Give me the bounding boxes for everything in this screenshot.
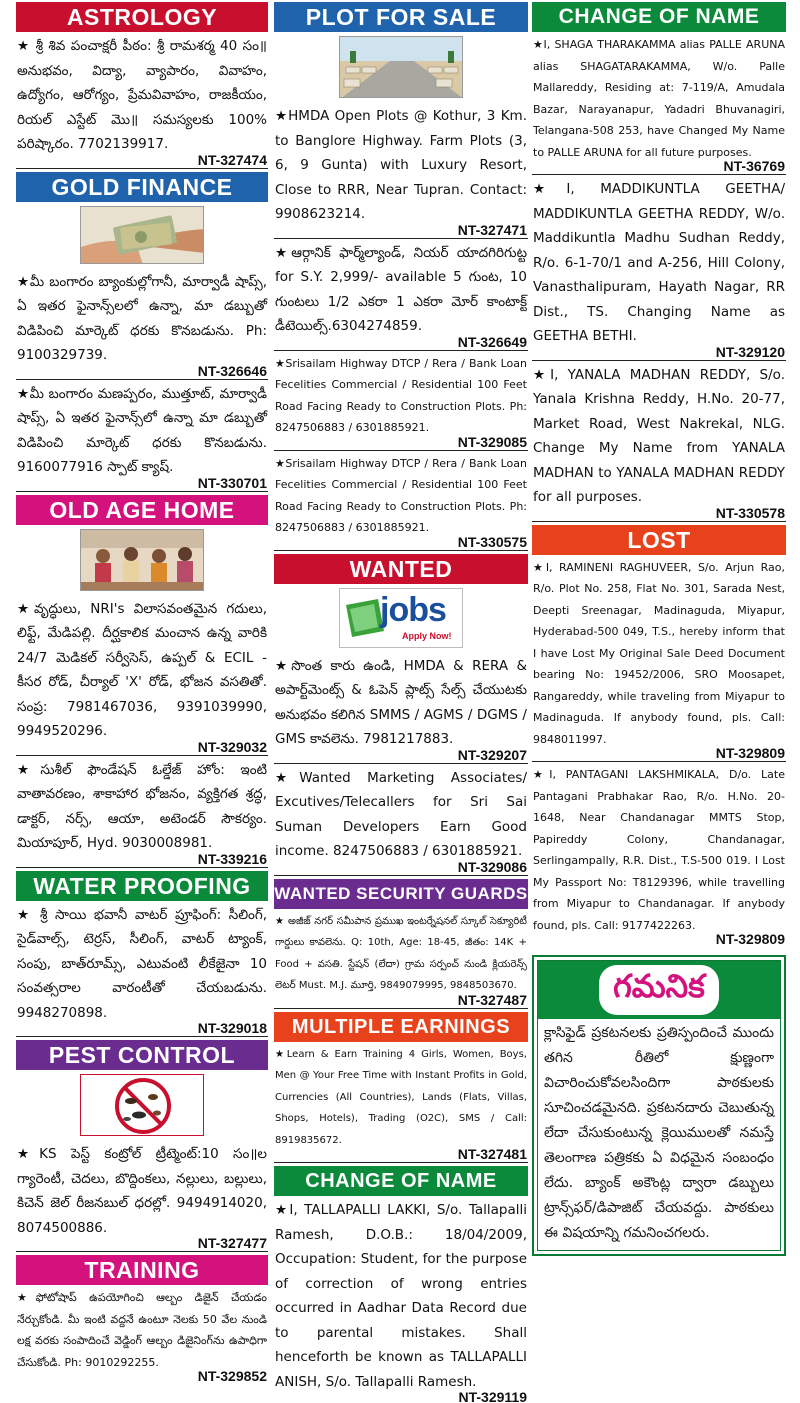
water-proofing-heading: WATER PROOFING [16, 871, 268, 901]
ad-code: NT-329809 [715, 931, 785, 947]
ad-text: ★I, PANTAGANI LAKSHMIKALA, D/o. Late Pantagani Prabhakar Rao, R/o. H.No. 20-1648, Near Chandanagar MMTS Stop, Papireddy Colony, Chandanagar, Serlingampally, R.R. Dist., T.S-500 019. I Lost My Passport No: T8129396, while travelling from Miyapur to Chandanagar. If anybody found, pls. Call: 9177422263. [533, 768, 785, 932]
ad-code: NT-327474 [197, 151, 267, 168]
plot-for-sale-heading: PLOT FOR SALE [274, 2, 528, 32]
multiple-earnings-ad [274, 1042, 528, 1164]
ad-text: ★మీ బంగారం మణప్పరం, ముత్తూట్, మార్వాడీ షాప్స్, ఏ ఇతర ఫైనాన్స్‌లో ఉన్నా మా డబ్బుతో విడిపించి మార్కెట్ ధరకు కొనబడును. 9160077916 స్పాట్ క్యాష్. [17, 385, 267, 475]
wanted-security-heading: WANTED SECURITY GUARDS [274, 879, 528, 909]
wanted-ad-1 [274, 652, 528, 764]
old-age-home-ad-1 [16, 595, 268, 756]
ad-code: NT-329032 [197, 738, 267, 755]
ad-text: ★Srisailam Highway DTCP / Rera / Bank Loan Fecelities Commercial / Residential 100 Feet Road Facing Ready to Construction Plots. Ph: 8247506883 / 6301885921. [275, 456, 527, 534]
jobs-logo [339, 588, 463, 648]
ad-code: NT-330575 [457, 533, 527, 550]
wanted-ad-2 [274, 764, 528, 876]
ad-text: ★ఆర్గానిక్ ఫార్మ్‌ల్యాండ్, నియర్ యాదగిరిగుట్ట for S.Y. 2,999/- available 5 గుంట, 10 గుంటలు 1/2 ఎకరా 1 ఎకరా మోర్ కాంటాక్ట్ డీటెయిల్స్.6304274859. [275, 244, 527, 334]
jobs-logo-subtext: Apply Now! [402, 630, 452, 641]
change-of-name-heading: CHANGE OF NAME [532, 2, 786, 32]
ad-code: NT-330578 [715, 504, 785, 521]
lost-ad-2 [532, 762, 786, 947]
ad-code: NT-327477 [197, 1235, 267, 1251]
multiple-earnings-heading: MULTIPLE EARNINGS [274, 1012, 528, 1042]
ad-text: ★Learn & Earn Training 4 Girls, Women, Boys, Men @ Your Free Time with Instant Profits in Gold, Currencies (All Countries), Lands (Flats, Villas, Shops, Hotels), Trading (O2C), SMS / Call: 8919835672. [275, 1048, 527, 1146]
ad-code: NT-327471 [457, 221, 527, 238]
ad-text: ★I, RAMINENI RAGHUVEER, S/o. Arjun Rao, R/o. Plot No. 258, Flat No. 301, Sarada Nest, Deepti Sreenagar, Madinaguda, Miyapur, Hyderabad-500 049, T.S., hereby inform that I have Lost My Original Sale Deed Document bearing No: 19452/2006, SRO Moosapet, Rangareddy, while traveling from Miyapur to Madinaguda. If anybody found, pls. Call: 9848011997. [533, 560, 785, 746]
ad-text: ★సుశీల్ ఫౌండేషన్ ఓల్డేజ్ హోం: ఇంటి వాతావరణం, శాకాహార భోజనం, వ్యక్తిగత శ్రద్ధ, డాక్టర్, నర్స్, ఆయా, అటెండర్ సౌకర్యం. మియాపూర్, Hyd. 9030008981. [17, 761, 267, 851]
gold-finance-ad-1 [16, 268, 268, 380]
gold-finance-photo [80, 206, 204, 264]
column-2 [274, 2, 528, 1403]
ad-text: ★ శ్రీ సాయి భవానీ వాటర్ ప్రూఫింగ్: సీలింగ్, సైడ్‌వాల్స్, టెర్రస్, సీలింగ్, వాటర్ ట్యాంక్, సంపు, బాత్‌రూమ్స్, ఎటువంటి లీకేజైనా 10 సంవత్సరాల వారంటీతో చేయబడును. 9948270898. [17, 906, 267, 1021]
column-1 [16, 2, 268, 1384]
ad-code: NT-36769 [723, 158, 785, 174]
water-proofing-ad [16, 901, 268, 1038]
ad-text: ★HMDA Open Plots @ Kothur, 3 Km. to Banglore Highway. Farm Plots (3, 6, 9 Gunta) with Luxury Resort, Close to RRR, Near Tupran. Contact: 9908623214. [275, 108, 527, 222]
change-of-name-ad-col2 [274, 1196, 528, 1403]
notice-title-bar [538, 961, 780, 1019]
ad-text: ★ శ్రీ శివ పంచాక్షరీ పీఠం: శ్రీ రామశర్మ 40 సం॥ అనుభవం, విద్యా, వ్యాపారం, వివాహం, ఉద్యోగం, ఆరోగ్యం, ప్రేమవివాహం, రాజకీయం, రియల్ ఎస్టేట్ మొ॥ సమస్యలకు 100% పరిష్కారం. 7702139917. [17, 38, 267, 152]
ad-code: NT-329018 [197, 1020, 267, 1036]
notice-title: గమనిక [599, 965, 719, 1015]
ad-code: NT-327487 [457, 991, 527, 1008]
training-heading: TRAINING [16, 1255, 268, 1285]
training-ad [16, 1285, 268, 1384]
ad-text: ★I, SHAGA THARAKAMMA alias PALLE ARUNA alias SHAGATARAKAMMA, W/o. Palle Mallareddy, Residing at: 7-119/A, Amudala Bazar, Narayanapur, Yadadri Bhuvanagiri, Telangana-508 253, have Changed My Name to PALLE ARUNA for all future purposes. [533, 38, 785, 159]
ad-code: NT-329207 [457, 746, 527, 763]
ad-code: NT-329085 [457, 433, 527, 450]
change-of-name-ad-1 [532, 32, 786, 175]
ad-text: ★సొంత కారు ఉండి, HMDA & RERA & అపార్ట్‌మెంట్స్ & ఓపెన్ ప్లాట్స్ సేల్స్ చేయుటకు అనుభవం కలిగిన SMMS / AGMS / DGMS / GMS కావలెను. 7981217883. [275, 657, 527, 747]
plot-ad-2 [274, 239, 528, 351]
ad-code: NT-329852 [197, 1368, 267, 1384]
ad-text: ★వృద్ధులు, NRI's విలాసవంతమైన గదులు, లిఫ్ట్, మేడిపల్లి. దీర్ఘకాలిక మంచాన ఉన్న వారికి 24/7 మెడికల్ సర్వీసెస్, ఉప్పల్ & ECIL - కీసర రోడ్, చీర్యాల్ 'X' రోడ్, భోజన వసతితో. సంప్ర: 7981467036, 9391039990, 9949520296. [17, 600, 267, 739]
ad-text: ★Wanted Marketing Associates/ Excutives/Telecallers for Sri Sai Suman Developers Earn Good income. 8247506883 / 6301885921. [275, 769, 527, 859]
ad-text: ★I, YANALA MADHAN REDDY, S/o. Yanala Krishna Reddy, H.No. 20-77, Market Road, West Nakrekal, NLG. Change My Name from YANALA MADHAN to YANALA MADHAN REDDY for all purposes. [533, 366, 785, 505]
ad-code: NT-329120 [715, 343, 785, 360]
plot-layout-photo [339, 36, 463, 98]
column-3 [532, 2, 786, 1256]
old-age-home-heading: OLD AGE HOME [16, 495, 268, 525]
astrology-ad [16, 32, 268, 169]
ad-text: ★Srisailam Highway DTCP / Rera / Bank Loan Fecelities Commercial / Residential 100 Feet Road Facing Ready to Construction Plots. Ph: 8247506883 / 6301885921. [275, 356, 527, 434]
ad-text: ★I, TALLAPALLI LAKKI, S/o. Tallapalli Ramesh, D.O.B.: 18/04/2009, Occupation: Student, for the purpose of correction of wrong entries occurred in Aadhar Data Record due to parental mistakes. Shall henceforth be known as TALLAPALLI ANISH, S/o. Tallapalli Ramesh. [275, 1202, 527, 1390]
astrology-heading: ASTROLOGY [16, 2, 268, 32]
change-of-name-ad-3 [532, 361, 786, 522]
plot-ad-4 [274, 451, 528, 551]
gold-finance-heading: GOLD FINANCE [16, 172, 268, 202]
change-of-name-heading-2: CHANGE OF NAME [274, 1166, 528, 1196]
change-of-name-ad-2 [532, 175, 786, 361]
ad-code: NT-339216 [197, 850, 267, 867]
old-age-home-ad-2 [16, 756, 268, 868]
ad-text: ★I, MADDIKUNTLA GEETHA/ MADDIKUNTLA GEETHA REDDY, W/o. Maddikuntla Madhu Sudhan Reddy, R/o. 6-1-70/1 and A-256, Hill Colony, Vanasthalipuram, Hayath Nagar, RR Dist., TS. Changing Name as GEETHA BETHI. [533, 181, 785, 344]
lost-heading: LOST [532, 525, 786, 555]
plot-ad-1 [274, 102, 528, 239]
ad-text: ★ అజీజ్ నగర్ సమీపాన ప్రముఖ ఇంటర్నేషనల్ స్కూల్ సెక్యూరిటీ గార్డులు కావలెను. Q: 10th, Age: 18-45, జీతం: 14K + Food + వసతి. స్టేషన్ (లేదా) గ్రామ సర్పంచ్ నుండి క్లియరెన్స్ లెటర్ Must. M.J. మూర్తి, 9849079995, 9848503670. [275, 915, 527, 991]
ad-text: ★మీ బంగారం బ్యాంకుల్లోగానీ, మార్వాడీ షాప్స్, ఏ ఇతర ఫైనాన్స్‌లలో ఉన్నా, మా డబ్బుతో విడిపించి మార్కెట్ ధరకు కొనబడును. Ph: 9100329739. [17, 273, 267, 363]
ad-code: NT-326649 [457, 333, 527, 350]
ad-code: NT-327481 [457, 1146, 527, 1162]
ad-text: ★ఫోటోషాప్ ఉపయోగించి ఆల్బం డిజైన్ చేయడం నేర్చుకోండి. మీ ఇంటి వద్దనే ఉంటూ నెలకు 50 వేల నుండి లక్ష వరకు సంపాదించే వెడ్డింగ్ ఆల్బం డిజైనింగ్‌ను ఉపాధిగా చేసుకోండి. Ph: 9010292255. [17, 1291, 267, 1369]
gold-finance-ad-2 [16, 380, 268, 492]
notice-text: క్లాసిఫైడ్ ప్రకటనలకు ప్రతిస్పందించే ముందు తగిన రీతిలో క్షుణ్ణంగా విచారించుకోవలసిందిగా పాఠకులకు సూచించడమైనది. ప్రకటనదారు చెబుతున్న లేదా చేసుకుంటున్న క్లెయిములతో నమస్తే తెలంగాణ పత్రికకు ఏ విధమైన సంబంధం లేదు. బ్యాంక్ అకౌంట్ల ద్వారా డబ్బులు ట్రాన్స్‌ఫర్/డిపాజిట్ చేయవద్దు. పాఠకులు ఈ విషయాన్ని గమనించగలరు. [544, 1025, 774, 1241]
plot-ad-3 [274, 351, 528, 451]
ad-code: NT-326646 [197, 362, 267, 379]
wanted-security-ad [274, 909, 528, 1009]
notice-inner [537, 960, 781, 1251]
ad-text: ★KS పెస్ట్ కంట్రోల్ ట్రీట్మెంట్:10 సం॥ల గ్యారెంటీ, చెదలు, బొద్దింకలు, నల్లులు, బల్లులు, కిచెన్ జెల్ రీజనబుల్ ధరల్లో. 9494914020, 8074500886. [17, 1146, 267, 1236]
pest-control-heading: PEST CONTROL [16, 1040, 268, 1070]
ad-code: NT-329119 [458, 1389, 527, 1403]
ad-code: NT-329086 [457, 858, 527, 875]
ad-code: NT-330701 [197, 474, 267, 491]
old-age-home-photo [80, 529, 204, 591]
lost-ad-1 [532, 555, 786, 763]
ad-code: NT-329809 [715, 745, 785, 761]
wanted-heading: WANTED [274, 554, 528, 584]
jobs-logo-text: jobs [380, 590, 446, 629]
notice-box [532, 955, 786, 1256]
pest-control-ad [16, 1140, 268, 1252]
pest-control-icon [80, 1074, 204, 1136]
